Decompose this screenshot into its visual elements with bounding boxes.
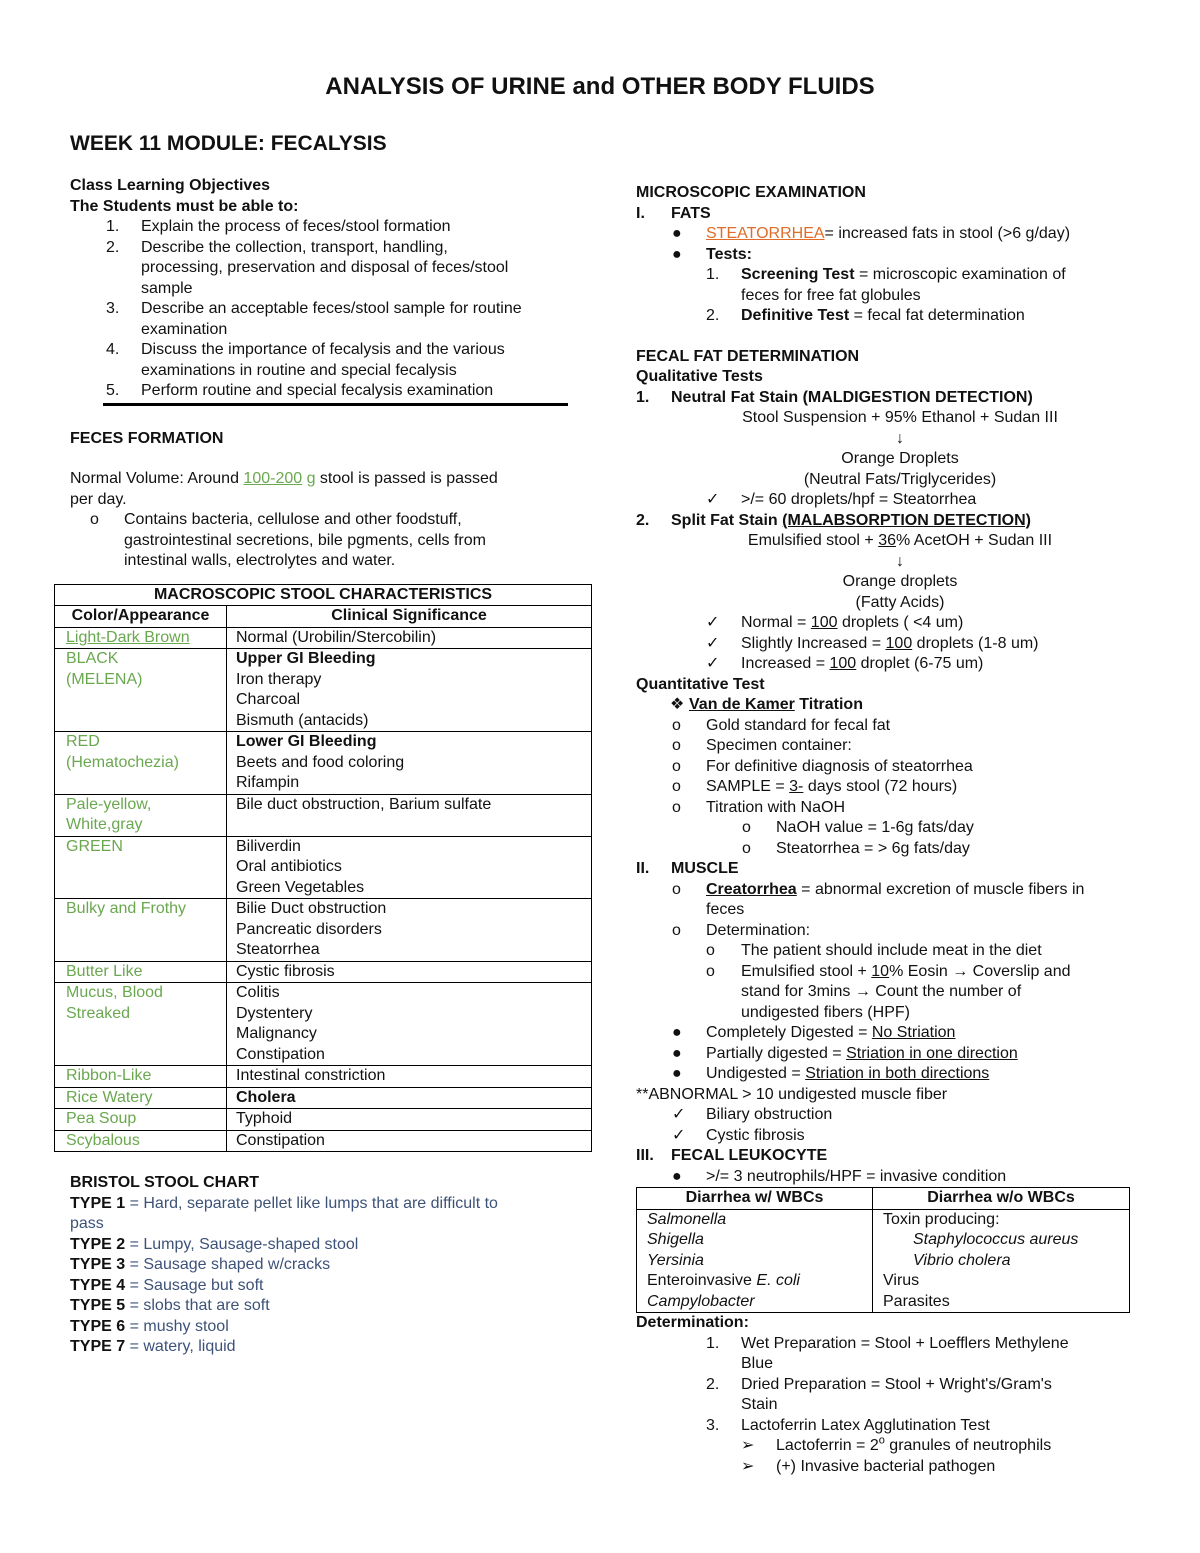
digestion-item: ● Completely Digested = No Striation [672, 1024, 956, 1041]
objectives-heading: Class Learning Objectives [70, 177, 271, 194]
column-header: Diarrhea w/o WBCs [873, 1188, 1130, 1210]
objective-text: examinations in routine and special fecalysis [141, 361, 457, 379]
table-caption: MACROSCOPIC STOOL CHARACTERISTICS [55, 584, 592, 606]
contains-bullet: o Contains bacteria, cellulose and other foodstuff, gastrointestinal secretions, bile pgments, cells from intestinal walls, electrolytes and water. [90, 511, 486, 569]
definitive-test: 2. Definitive Test = fecal fat determination [706, 307, 1025, 324]
screening-test: 1. Screening Test = microscopic examination of feces for free fat globules [706, 266, 1066, 304]
arrowhead-bullet-icon: ➢ [741, 1437, 755, 1454]
bristol-type-5: TYPE 5 = slobs that are soft [70, 1297, 270, 1314]
diamond-bullet-icon: ❖ [670, 696, 685, 713]
vdk-item: o Specimen container: [672, 737, 852, 754]
split-fat-title: 2. Split Fat Stain (MALABSORPTION DETECTION) [636, 511, 1031, 529]
table-row: RED (Hematochezia) Lower GI Bleeding Beets and food coloring Rifampin [55, 732, 592, 795]
bristol-type-1: TYPE 1 = Hard, separate pellet like lumps that are difficult to [70, 1194, 498, 1212]
microscopic-heading: MICROSCOPIC EXAMINATION [636, 184, 866, 201]
quantitative-heading: Quantitative Test [636, 675, 765, 693]
vdk-item: o SAMPLE = 3- days stool (72 hours) [672, 778, 958, 795]
volume-value: 100-200 [243, 470, 303, 487]
neutral-fat-title: 1. Neutral Fat Stain (MALDIGESTION DETECTION) [636, 388, 1033, 406]
check-icon: ✓ [706, 634, 720, 652]
split-result-detail: (Fatty Acids) [855, 593, 945, 611]
split-check: ✓ Increased = 100 droplet (6-75 um) [636, 654, 1136, 675]
digestion-item: ● Partially digested = Striation in one direction [672, 1044, 1018, 1062]
naoh-item: o NaOH value = 1-6g fats/day [742, 819, 974, 836]
fats-heading: I. FATS [636, 204, 711, 222]
table-row: Pea Soup Typhoid [55, 1109, 592, 1131]
check-icon: ✓ [672, 1106, 686, 1123]
table-row: Salmonella Shigella Yersinia Enteroinvasive E. coli Campylobacter Toxin producing: Staphylococcus aureus Vibrio cholera Virus Parasites [637, 1209, 1130, 1313]
objective-number: 5. [106, 382, 120, 399]
split-check: ✓ Slightly Increased = 100 droplets (1-8 um) [636, 634, 1136, 655]
qualitative-heading: Qualitative Tests [636, 368, 763, 385]
objectives-subheading: The Students must be able to: [70, 197, 299, 215]
disc-bullet: ● [672, 245, 682, 263]
steatorrhea-item: ● STEATORRHEA= increased fats in stool (>6 g/day) [636, 224, 1136, 245]
bristol-type-2: TYPE 2 = Lumpy, Sausage-shaped stool [70, 1235, 359, 1253]
bristol-type-4: TYPE 4 = Sausage but soft [70, 1276, 264, 1294]
table-row: BLACK (MELENA) Upper GI Bleeding Iron therapy Charcoal Bismuth (antacids) [55, 649, 592, 732]
lactoferrin-item: ➢ Lactoferrin = $2^o$ granules of neutrophils [636, 1436, 1136, 1457]
objective-number: 2. [106, 238, 120, 256]
abnormal-check: ✓ Biliary obstruction [636, 1105, 1136, 1126]
vdk-item: o Gold standard for fecal fat [672, 716, 891, 734]
abnormal-note: **ABNORMAL > 10 undigested muscle fiber [636, 1085, 948, 1103]
column-header: Diarrhea w/ WBCs [637, 1188, 873, 1210]
disc-bullet: ● [672, 225, 682, 242]
objective-text: Perform routine and special fecalysis examination [141, 382, 494, 399]
table-row: Bulky and Frothy Bilie Duct obstruction Pancreatic disorders Steatorrhea [55, 899, 592, 962]
left-column [66, 176, 600, 1358]
muscle-heading: II. MUSCLE [636, 860, 739, 877]
check-icon: ✓ [706, 655, 720, 672]
table-row: GREEN Biliverdin Oral antibiotics Green Vegetables [55, 836, 592, 899]
determination-step: o The patient should include meat in the diet [706, 942, 1042, 959]
naoh-item: o Steatorrhea = > 6g fats/day [742, 839, 970, 857]
split-check: ✓ Normal = 100 droplets ( <4 um) [636, 613, 1136, 634]
objective-number: 4. [106, 341, 120, 358]
objective-text: Discuss the importance of fecalysis and the various [141, 341, 505, 358]
arrowhead-bullet-icon: ➢ [741, 1457, 755, 1475]
normal-volume: Normal Volume: Around 100-200 g stool is passed is passed [70, 470, 498, 487]
table-row: Light-Dark Brown Normal (Urobilin/Stercobilin) [55, 627, 592, 649]
arrow-down-icon: ↓ [896, 552, 904, 570]
determination-heading: Determination: [636, 1314, 749, 1331]
objective-3 [70, 299, 600, 340]
check-icon: ✓ [706, 614, 720, 631]
diarrhea-wbc-table [636, 1187, 1130, 1313]
bristol-type-3: TYPE 3 = Sausage shaped w/cracks [70, 1256, 331, 1273]
objective-text: Explain the process of feces/stool formation [141, 218, 451, 235]
circle-bullet-icon: o [90, 511, 99, 528]
column-header: Clinical Significance [227, 606, 592, 628]
objective-text: sample [141, 279, 193, 297]
table-row: Rice Watery Cholera [55, 1087, 592, 1109]
objective-text: examination [141, 320, 228, 338]
feces-formation-heading: FECES FORMATION [70, 429, 224, 447]
determination-step: o Emulsified stool + 10% Eosin → Coverslip and stand for 3mins → Count the number of undigested fibers (HPF) [706, 962, 1071, 1021]
abnormal-check: ✓ Cystic fibrosis [636, 1126, 1136, 1147]
table-row: Scybalous Constipation [55, 1130, 592, 1152]
table-row: Ribbon-Like Intestinal constriction [55, 1066, 592, 1088]
objective-1 [70, 217, 600, 238]
right-column [636, 183, 1136, 1477]
determination-method: 3. Lactoferrin Latex Agglutination Test [706, 1416, 990, 1434]
neutral-result-detail: (Neutral Fats/Triglycerides) [803, 470, 997, 488]
split-result: Orange droplets [842, 573, 958, 590]
page-title: ANALYSIS OF URINE and OTHER BODY FLUIDS [325, 73, 875, 100]
macroscopic-stool-table [54, 584, 592, 1153]
determination-method: 2. Dried Preparation = Stool + Wright's/Gram's Stain [706, 1375, 1052, 1413]
bristol-heading: BRISTOL STOOL CHART [70, 1174, 260, 1191]
objective-text: processing, preservation and disposal of feces/stool [141, 259, 509, 276]
bristol-type-1-cont: pass [70, 1215, 104, 1232]
vdk-item: o For definitive diagnosis of steatorrhea [672, 757, 973, 775]
objective-text: Describe an acceptable feces/stool sample for routine [141, 300, 522, 317]
leukocyte-criterion: ● >/= 3 neutrophils/HPF = invasive condition [672, 1167, 1007, 1185]
neutral-check: ✓ >/= 60 droplets/hpf = Steatorrhea [636, 490, 1136, 511]
creatorrhea-item: o Creatorrhea = abnormal excretion of muscle fibers in feces [672, 880, 1085, 918]
column-header: Color/Appearance [55, 606, 227, 628]
normal-volume-cont: per day. [70, 490, 127, 508]
digestion-item: ● Undigested = Striation in both directions [672, 1065, 990, 1082]
fecal-fat-heading: FECAL FAT DETERMINATION [636, 347, 860, 365]
check-icon: ✓ [706, 491, 720, 508]
van-de-kamer-title: ❖ Van de Kamer Titration [636, 695, 1136, 716]
objective-number: 1. [106, 218, 120, 235]
objective-text: Describe the collection, transport, handling, [141, 238, 448, 256]
objective-number: 3. [106, 300, 120, 317]
module-title: WEEK 11 MODULE: FECALYSIS [70, 132, 387, 155]
arrow-down-icon: ↓ [896, 429, 904, 447]
bristol-type-6: TYPE 6 = mushy stool [70, 1317, 229, 1335]
objective-5 [70, 381, 600, 402]
neutral-fat-reagents: Stool Suspension + 95% Ethanol + Sudan III [742, 409, 1058, 426]
steatorrhea-term: STEATORRHEA [706, 225, 825, 242]
determination-method: 1. Wet Preparation = Stool + Loefflers Methylene Blue [706, 1334, 1069, 1372]
fecal-leukocyte-heading: III. FECAL LEUKOCYTE [636, 1147, 828, 1164]
table-row: Mucus, Blood Streaked Colitis Dystentery Malignancy Constipation [55, 983, 592, 1066]
vdk-item: o Titration with NaOH [672, 798, 845, 816]
check-icon: ✓ [672, 1126, 686, 1144]
bristol-type-7: TYPE 7 = watery, liquid [70, 1338, 236, 1355]
table-row: Butter Like Cystic fibrosis [55, 961, 592, 983]
tests-item: ● Tests: [636, 245, 1136, 266]
lactoferrin-item: ➢ (+) Invasive bacterial pathogen [636, 1457, 1136, 1478]
determination-item: o Determination: [672, 921, 811, 939]
objective-2 [70, 238, 600, 300]
table-row: Pale-yellow, White,gray Bile duct obstruction, Barium sulfate [55, 794, 592, 836]
split-fat-reagents: Emulsified stool + 36% AcetOH + Sudan III [747, 532, 1053, 549]
neutral-result: Orange Droplets [841, 450, 959, 467]
objective-4 [70, 340, 600, 381]
